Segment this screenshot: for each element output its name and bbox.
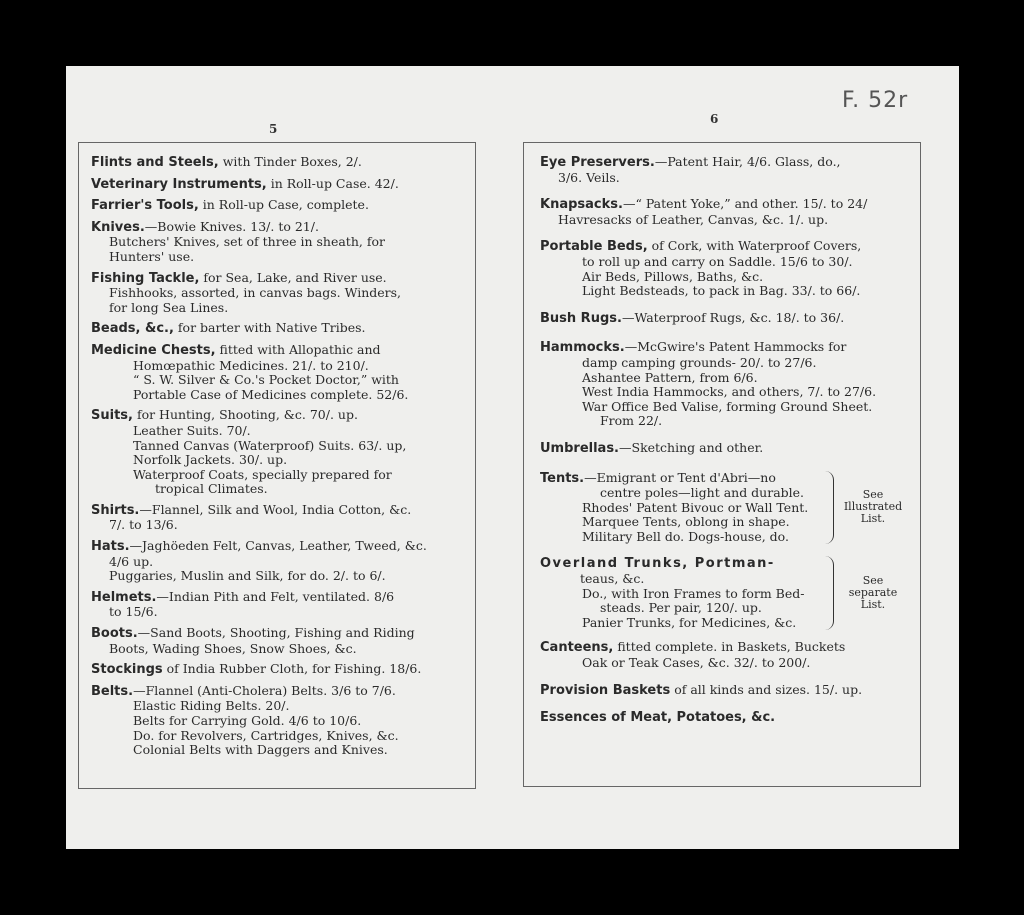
- text: Hunters' use.: [109, 248, 195, 264]
- text: From 22/.: [600, 413, 663, 429]
- entry-flints: [91, 155, 465, 171]
- heading: Umbrellas.: [540, 440, 619, 456]
- entry-medicine: [91, 343, 465, 402]
- entry-boots: [91, 626, 465, 656]
- heading: Provision Baskets: [540, 682, 671, 698]
- entry-helmets: [91, 590, 465, 620]
- left-page: [78, 142, 476, 789]
- text: “ S. W. Silver & Co.'s Pocket Doctor,” with: [133, 372, 399, 388]
- text: 7/. to 13/6.: [109, 517, 178, 533]
- text: Norfolk Jackets. 30/. up.: [133, 452, 288, 468]
- text: 3/6. Veils.: [558, 169, 620, 185]
- text: —Emigrant or Tent d'Abri—no: [584, 469, 776, 485]
- text: damp camping grounds- 20/. to 27/6.: [582, 354, 817, 370]
- note-line: separate: [848, 586, 898, 600]
- text: to roll up and carry on Saddle. 15/6 to 30/.: [582, 253, 853, 269]
- text: Belts for Carrying Gold. 4/6 to 10/6.: [133, 713, 362, 728]
- entry-knapsacks: [540, 197, 906, 227]
- text: of India Rubber Cloth, for Fishing. 18/6.: [166, 661, 422, 677]
- heading: Helmets.: [91, 589, 157, 605]
- heading: Medicine Chests,: [91, 342, 216, 358]
- note-line: List.: [860, 598, 886, 612]
- entry-veterinary: [91, 177, 465, 193]
- entry-provision-baskets: [540, 683, 906, 699]
- text: —“ Patent Yoke,” and other. 15/. to 24/: [622, 196, 868, 212]
- text: Air Beds, Pillows, Baths, &c.: [582, 268, 764, 284]
- text: West India Hammocks, and others, 7/. to 27/6.: [582, 384, 877, 400]
- entry-hats: [91, 539, 465, 584]
- text: in Roll-up Case, complete.: [202, 197, 369, 213]
- brace-icon: [817, 556, 834, 630]
- heading: Veterinary Instruments,: [91, 176, 267, 192]
- text: Waterproof Coats, specially prepared for: [133, 466, 392, 482]
- text: Puggaries, Muslin and Silk, for do. 2/. to 6/.: [109, 568, 386, 584]
- entry-beads: [91, 321, 465, 337]
- text: Light Bedsteads, to pack in Bag. 33/. to 66/.: [582, 283, 861, 299]
- heading: Overland Trunks, Portman-: [540, 556, 775, 572]
- text: for Sea, Lake, and River use.: [203, 269, 387, 285]
- text: —Flannel, Silk and Wool, India Cotton, &c.: [139, 501, 412, 517]
- folio-reference: F. 52r: [842, 88, 909, 113]
- text: Butchers' Knives, set of three in sheath, for: [109, 234, 385, 250]
- heading: Canteens,: [540, 640, 614, 656]
- entry-farrier: [91, 198, 465, 214]
- heading: Hats.: [91, 539, 130, 555]
- text: Elastic Riding Belts. 20/.: [133, 698, 290, 714]
- text: Oak or Teak Cases, &c. 32/. to 200/.: [582, 655, 811, 671]
- entry-knives: [91, 220, 465, 265]
- text: to 15/6.: [109, 604, 158, 620]
- text: Boots, Wading Shoes, Snow Shoes, &c.: [109, 640, 357, 656]
- heading: Knapsacks.: [540, 197, 623, 213]
- text: —Waterproof Rugs, &c. 18/. to 36/.: [621, 309, 845, 325]
- text: Rhodes' Patent Bivouc or Wall Tent.: [582, 499, 809, 515]
- text: 4/6 up.: [109, 553, 154, 569]
- heading: Portable Beds,: [540, 239, 648, 255]
- heading: Beads, &c.,: [91, 321, 174, 337]
- text: —Bowie Knives. 13/. to 21/.: [144, 218, 319, 234]
- note-line: List.: [860, 512, 886, 526]
- entry-essences: [540, 710, 906, 726]
- text: of Cork, with Waterproof Covers,: [651, 238, 862, 254]
- heading: Tents.: [540, 470, 585, 486]
- text: —Flannel (Anti-Cholera) Belts. 3/6 to 7/6.: [133, 682, 396, 698]
- text: —Sketching and other.: [619, 439, 764, 455]
- text: for Hunting, Shooting, &c. 70/. up.: [136, 407, 358, 423]
- text: Colonial Belts with Daggers and Knives.: [133, 742, 388, 758]
- text: —Indian Pith and Felt, ventilated. 8/6: [156, 588, 395, 604]
- trunks-note: [840, 575, 906, 611]
- heading: Shirts.: [91, 502, 140, 518]
- entry-fishing: [91, 271, 465, 316]
- entry-canteens: [540, 640, 906, 670]
- page-number-right: 6: [710, 112, 719, 126]
- text: Military Bell do. Dogs-house, do.: [582, 528, 789, 544]
- text: fitted complete. in Baskets, Buckets: [617, 639, 846, 655]
- text: Portable Case of Medicines complete. 52/6.: [133, 386, 409, 402]
- note-line: See: [862, 488, 884, 502]
- text: War Office Bed Valise, forming Ground Sheet.: [582, 398, 873, 414]
- text: centre poles—light and durable.: [600, 485, 805, 501]
- tents-lines: [540, 471, 817, 545]
- text: Fishhooks, assorted, in canvas bags. Winders,: [109, 285, 402, 301]
- text: Homœpathic Medicines. 21/. to 210/.: [133, 357, 369, 373]
- text: for long Sea Lines.: [109, 299, 229, 315]
- entry-suits: [91, 408, 465, 497]
- text: Do. for Revolvers, Cartridges, Knives, &c.: [133, 727, 399, 743]
- heading: Hammocks.: [540, 340, 625, 356]
- text: Ashantee Pattern, from 6/6.: [582, 369, 758, 385]
- heading: Knives.: [91, 219, 145, 235]
- text: tropical Climates.: [155, 481, 268, 497]
- entry-belts: [91, 684, 465, 758]
- text: Leather Suits. 70/.: [133, 422, 251, 438]
- trunks-lines: [540, 556, 817, 630]
- note-line: Illustrated: [843, 500, 903, 514]
- entry-shirts: [91, 503, 465, 533]
- heading: Boots.: [91, 626, 138, 642]
- heading: Belts.: [91, 683, 134, 699]
- heading: Bush Rugs.: [540, 310, 622, 326]
- text: Havresacks of Leather, Canvas, &c. 1/. up.: [558, 211, 829, 227]
- text: —Sand Boots, Shooting, Fishing and Riding: [137, 625, 415, 641]
- text: with Tinder Boxes, 2/.: [222, 154, 362, 169]
- entry-hammocks: [540, 340, 906, 429]
- note-line: See: [862, 574, 884, 588]
- heading: Essences of Meat, Potatoes, &c.: [540, 710, 776, 726]
- text: —McGwire's Patent Hammocks for: [624, 339, 847, 355]
- heading: Stockings: [91, 662, 163, 678]
- heading: Fishing Tackle,: [91, 270, 200, 286]
- text: for barter with Native Tribes.: [177, 320, 366, 336]
- text: steads. Per pair, 120/. up.: [600, 600, 762, 616]
- entry-umbrellas: [540, 441, 906, 457]
- entry-tents: [540, 471, 906, 545]
- heading: Suits,: [91, 408, 133, 424]
- heading: Flints and Steels,: [91, 155, 219, 170]
- heading: Farrier's Tools,: [91, 198, 199, 214]
- text: Tanned Canvas (Waterproof) Suits. 63/. up,: [133, 437, 407, 453]
- text: Do., with Iron Frames to form Bed-: [582, 585, 805, 601]
- tents-note: [840, 489, 906, 525]
- text: —Jaghöeden Felt, Canvas, Leather, Tweed, &c.: [129, 538, 427, 554]
- entry-stockings: [91, 662, 465, 678]
- text: —Patent Hair, 4/6. Glass, do.,: [654, 154, 841, 169]
- text: in Roll-up Case. 42/.: [270, 175, 399, 191]
- entry-eye-preservers: [540, 155, 906, 185]
- right-page: [523, 142, 921, 787]
- text: fitted with Allopathic and: [219, 341, 381, 357]
- entry-portable-beds: [540, 239, 906, 298]
- text: of all kinds and sizes. 15/. up.: [674, 681, 863, 697]
- page-number-left: 5: [269, 122, 278, 136]
- text: teaus, &c.: [580, 571, 645, 587]
- text: Panier Trunks, for Medicines, &c.: [582, 614, 797, 630]
- entry-trunks: [540, 556, 906, 630]
- entry-bush-rugs: [540, 311, 906, 327]
- heading: Eye Preservers.: [540, 155, 655, 170]
- text: Marquee Tents, oblong in shape.: [582, 514, 790, 530]
- brace-icon: [817, 471, 834, 545]
